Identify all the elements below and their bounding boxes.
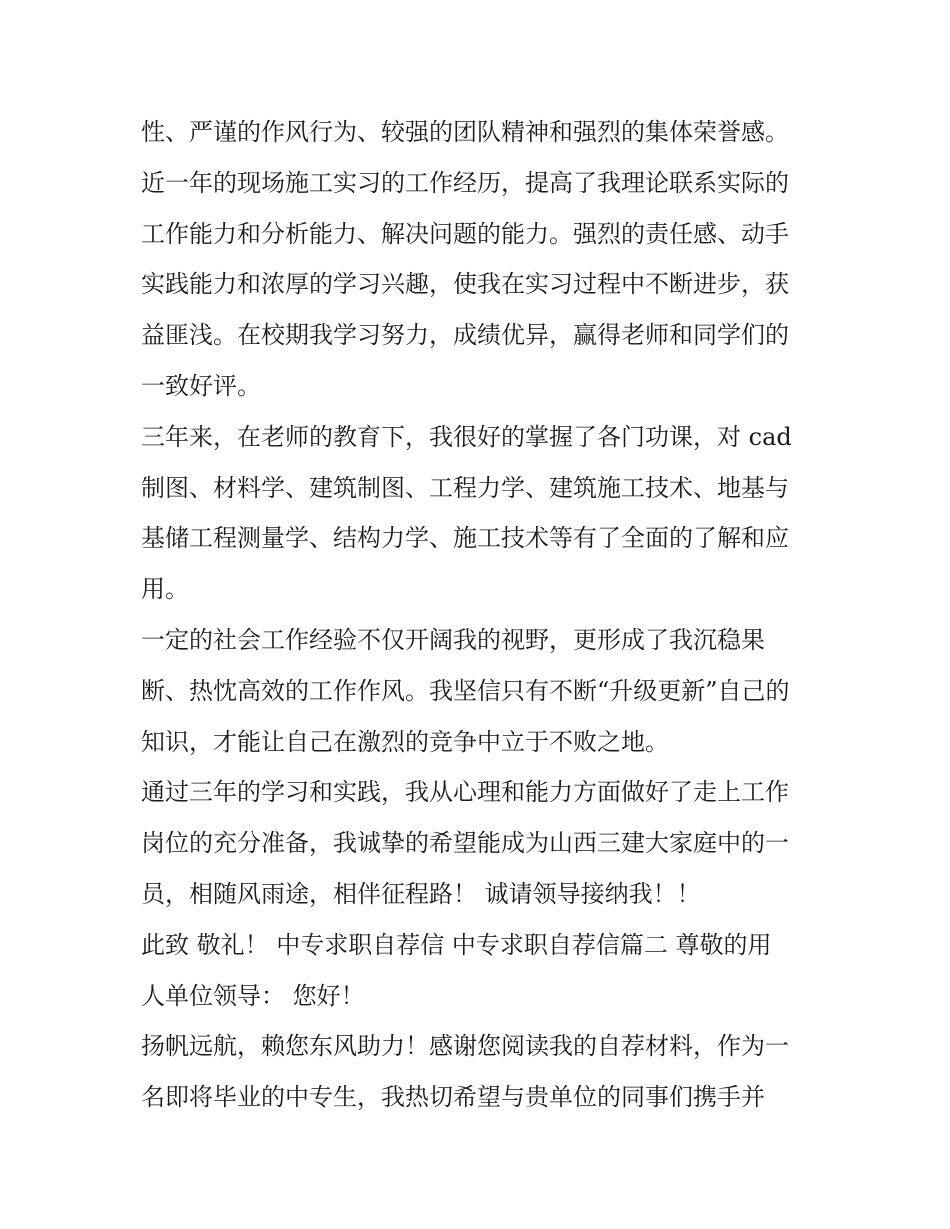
text-line: 人单位领导： 您好！: [141, 981, 365, 1010]
text-line: 近一年的现场施工实习的工作经历，提高了我理论联系实际的: [141, 168, 789, 197]
document-body: [141, 107, 821, 1123]
text-line: 工作能力和分析能力、解决问题的能力。强烈的责任感、动手: [141, 219, 789, 248]
text-line: 扬帆远航，赖您东风助力！感谢您阅读我的自荐材料，作为一: [141, 1032, 789, 1061]
text-line: 名即将毕业的中专生，我热切希望与贵单位的同事们携手并: [141, 1083, 765, 1112]
text-line: 一致好评。: [141, 371, 261, 400]
text-line: 用。: [141, 575, 189, 604]
text-line: 基储工程测量学、结构力学、施工技术等有了全面的了解和应: [141, 524, 789, 553]
text-line: 性、严谨的作风行为、较强的团队精神和强烈的集体荣誉感。: [141, 118, 789, 146]
text-line: 岗位的充分准备，我诚挚的希望能成为山西三建大家庭中的一: [141, 829, 789, 858]
text-line: 知识，才能让自己在激烈的竞争中立于不败之地。: [141, 727, 669, 756]
text-line: 一定的社会工作经验不仅开阔我的视野，更形成了我沉稳果: [141, 625, 765, 654]
text-line: 益匪浅。在校期我学习努力，成绩优异，赢得老师和同学们的: [141, 321, 789, 350]
text-line: 断、热忱高效的工作作风。我坚信只有不断“升级更新”自己的: [141, 676, 790, 705]
text-line: 员，相随风雨途，相伴征程路！ 诚请领导接纳我！！: [141, 879, 701, 908]
text-line: 通过三年的学习和实践，我从心理和能力方面做好了走上工作: [141, 778, 789, 807]
text-line: 三年来，在老师的教育下，我很好的掌握了各门功课，对 cad: [141, 422, 792, 451]
text-line: 实践能力和浓厚的学习兴趣，使我在实习过程中不断进步，获: [141, 270, 789, 299]
text-line: 制图、材料学、建筑制图、工程力学、建筑施工技术、地基与: [141, 473, 789, 502]
text-line: 此致 敬礼！ 中专求职自荐信 中专求职自荐信篇二 尊敬的用: [141, 930, 772, 959]
